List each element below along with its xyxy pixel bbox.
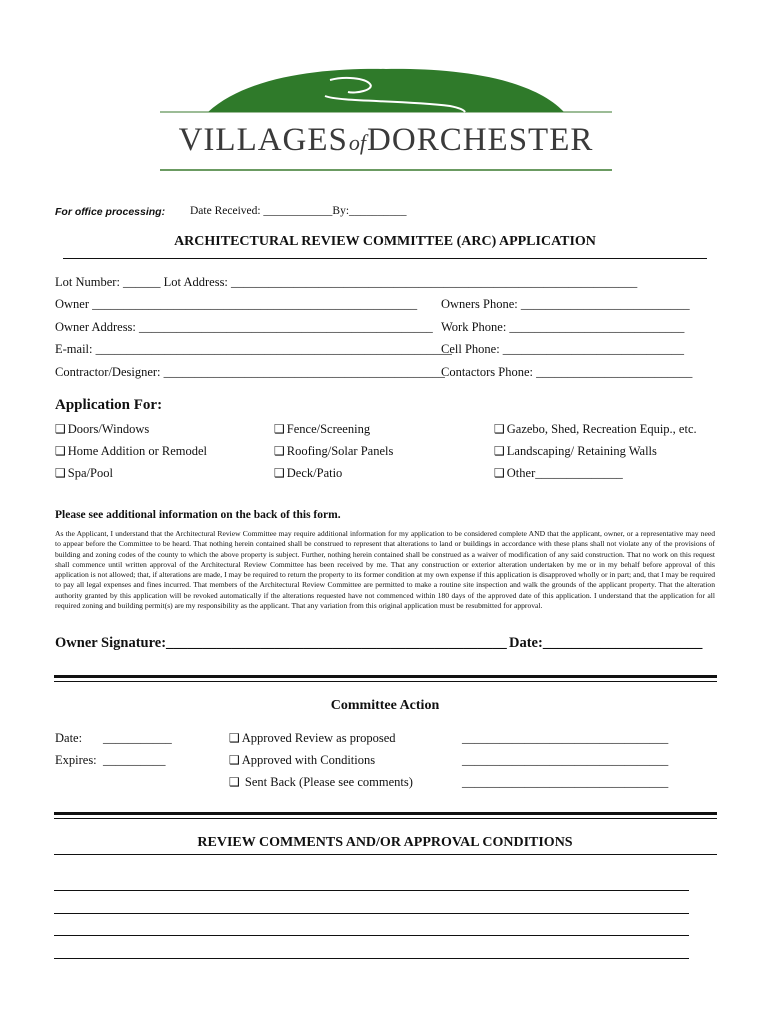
committee-expires-label: Expires: [55, 753, 97, 767]
checkbox-icon[interactable]: ❑ [229, 731, 240, 745]
committee-date-label: Date: [55, 731, 83, 745]
logo-graphic [160, 66, 612, 176]
cell-phone-field[interactable]: Cell Phone: _____________________________ [441, 342, 685, 356]
owner-signature-field[interactable]: Owner Signature:_______________________________________________ [55, 635, 507, 651]
title-rule [63, 258, 707, 259]
work-phone-field[interactable]: Work Phone: ____________________________ [441, 320, 685, 334]
checkbox-icon[interactable]: ❑ [229, 775, 240, 789]
checkbox-sent-back[interactable]: ❑ Sent Back (Please see comments) [229, 775, 413, 789]
section-divider-thick-2 [54, 812, 717, 815]
applicant-agreement-text: As the Applicant, I understand that the Architectural Review Committee may require additional information for my application to be considered complete AND that the applicant, owner, or a representative may need to appear before the Committee to be heard. That nothing herein contained shall be construed to represent that alterations to land or buildings in accordance with these plans shall not violate any of the provisions of building and zoning codes of the county to which the above property is subject. Further, nothing herein contained shall be construed as a waiver of modification of any said construction. That no work on this request shall commence until written approval of the Architectural Review Committee has been received by me. That any construction or exterior alteration undertaken by me or in my behalf before approval of this application is not allowed; that, if alterations are made, I may be required to return the property to its former condition at my own expense if this application is disapproved wholly or in part; and, that I may be required to pay all legal expenses and fines incurred. That members of the Architectural Review Committee are permitted to make a routine site inspection and walk the grounds of the applicant property. That the alteration authority granted by this application will be revoked automatically if the alterations requested have not commenced within 180 days of the approved date of this application. I understand that the application for all required zoning and building permit(s) are my responsibility as the applicant. That any variation from this original application must be resubmitted for approval. [55, 529, 715, 611]
committee-signature-line-2[interactable]: _________________________________ [462, 753, 669, 767]
committee-action-heading: Committee Action [330, 698, 440, 713]
additional-info-notice: Please see additional information on the back of this form. [55, 509, 341, 521]
checkbox-landscaping[interactable]: ❑ Landscaping/ Retaining Walls [494, 444, 657, 458]
signature-date-field[interactable]: Date:______________________ [509, 635, 703, 651]
lot-field[interactable]: Lot Number: ______ Lot Address: _________________________________________________________________ [55, 275, 638, 289]
checkbox-icon[interactable]: ❑ [55, 466, 66, 480]
committee-signature-line-1[interactable]: _________________________________ [462, 731, 669, 745]
checkbox-approved-as-proposed[interactable]: ❑ Approved Review as proposed [229, 731, 396, 745]
comment-line[interactable] [54, 913, 689, 914]
review-heading-rule [54, 854, 717, 855]
checkbox-roofing-solar[interactable]: ❑ Roofing/Solar Panels [274, 444, 394, 458]
owner-field[interactable]: Owner ____________________________________________________ [55, 297, 418, 311]
office-processing-label: For office processing: [55, 206, 166, 218]
checkbox-icon[interactable]: ❑ [274, 422, 285, 436]
checkbox-fence-screening[interactable]: ❑ Fence/Screening [274, 422, 371, 436]
committee-signature-line-3[interactable]: _________________________________ [462, 775, 669, 789]
section-divider-thin-2 [54, 818, 717, 819]
checkbox-deck-patio[interactable]: ❑ Deck/Patio [274, 466, 343, 480]
logo-wordmark: VILLAGESofDORCHESTER [178, 122, 594, 158]
committee-expires-field[interactable]: __________ [103, 753, 166, 767]
checkbox-other[interactable]: ❑ Other______________ [494, 466, 623, 480]
comment-line[interactable] [54, 935, 689, 936]
checkbox-icon[interactable]: ❑ [229, 753, 240, 767]
checkbox-icon[interactable]: ❑ [55, 444, 66, 458]
application-for-heading: Application For: [55, 397, 163, 413]
date-received-field[interactable]: Date Received: ____________By:__________ [190, 205, 407, 217]
owners-phone-field[interactable]: Owners Phone: ___________________________ [441, 297, 690, 311]
email-field[interactable]: E-mail: _________________________________________________________ [55, 342, 452, 356]
review-comments-heading: REVIEW COMMENTS AND/OR APPROVAL CONDITIONS [197, 835, 573, 850]
checkbox-gazebo-shed[interactable]: ❑ Gazebo, Shed, Recreation Equip., etc. [494, 422, 697, 436]
checkbox-icon[interactable]: ❑ [494, 422, 505, 436]
comment-line[interactable] [54, 890, 689, 891]
checkbox-icon[interactable]: ❑ [55, 422, 66, 436]
owner-address-field[interactable]: Owner Address: _______________________________________________ [55, 320, 433, 334]
checkbox-icon[interactable]: ❑ [274, 444, 285, 458]
section-divider-thick [54, 675, 717, 678]
checkbox-home-addition[interactable]: ❑ Home Addition or Remodel [55, 444, 207, 458]
checkbox-icon[interactable]: ❑ [494, 444, 505, 458]
villages-of-dorchester-logo [160, 66, 612, 176]
checkbox-spa-pool[interactable]: ❑ Spa/Pool [55, 466, 113, 480]
committee-date-field[interactable]: ___________ [103, 731, 172, 745]
checkbox-icon[interactable]: ❑ [274, 466, 285, 480]
contractors-phone-field[interactable]: Contactors Phone: _________________________ [441, 365, 693, 379]
contractor-field[interactable]: Contractor/Designer: _____________________________________________ [55, 365, 445, 379]
comment-line[interactable] [54, 958, 689, 959]
checkbox-approved-with-conditions[interactable]: ❑ Approved with Conditions [229, 753, 376, 767]
page-title: ARCHITECTURAL REVIEW COMMITTEE (ARC) APPLICATION [174, 234, 596, 249]
checkbox-doors-windows[interactable]: ❑ Doors/Windows [55, 422, 150, 436]
checkbox-icon[interactable]: ❑ [494, 466, 505, 480]
section-divider-thin [54, 681, 717, 682]
